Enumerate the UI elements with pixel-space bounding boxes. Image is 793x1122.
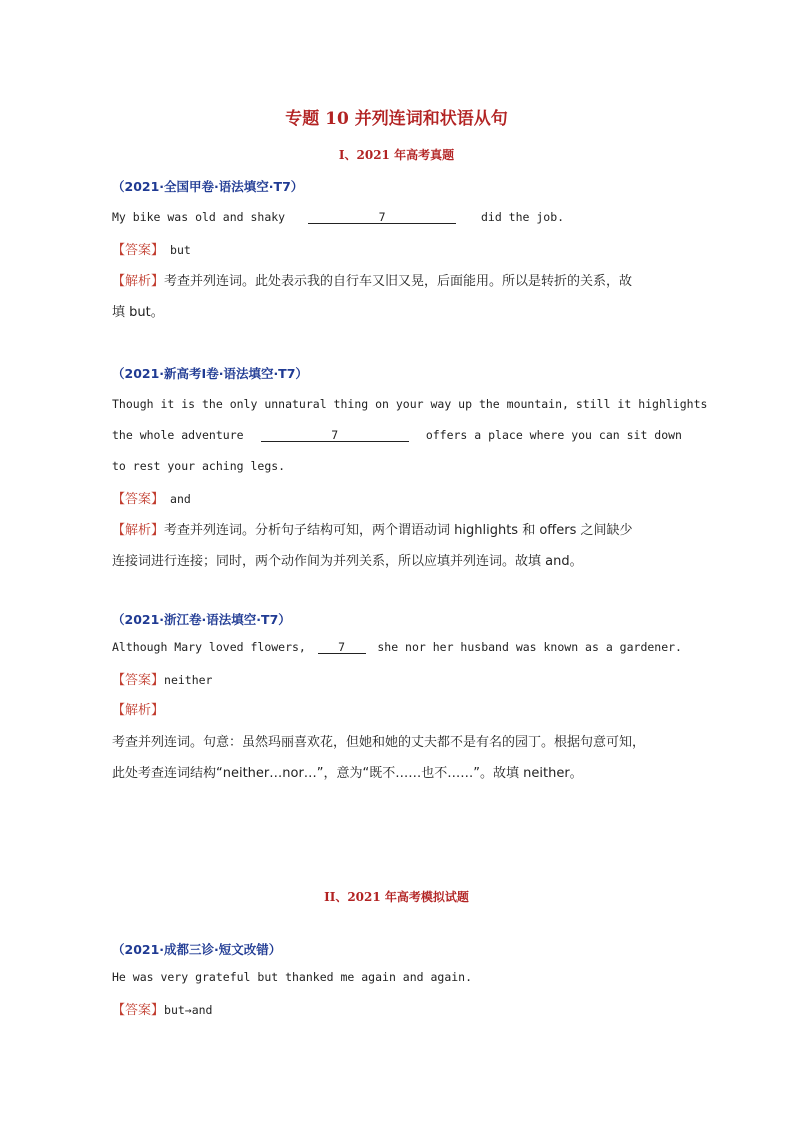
analysis-text: 此处考查连词结构“neither…nor…”，意为“既不……也不……”。故填 neither。: [112, 766, 583, 781]
sentence-part: offers a place where you can sit down: [425, 428, 682, 442]
analysis-text: 考查并列连词。此处表示我的自行车又旧又晃，后面能用。所以是转折的关系，故: [164, 274, 633, 289]
answer-blank: 7: [308, 211, 456, 224]
analysis-text: 考查并列连词。分析句子结构可知，两个谓语动词 highlights 和 offers 之间缺少: [164, 523, 633, 538]
question-text: [112, 428, 682, 442]
question-text: [112, 640, 682, 654]
sentence-part: did the job.: [480, 210, 565, 224]
analysis-text: 连接词进行连接；同时，两个动作间为并列关系，所以应填并列连词。故填 and。: [112, 554, 583, 569]
analysis-text: 考查并列连词。句意：虽然玛丽喜欢花，但她和她的丈夫都不是有名的园丁。根据句意可知，: [112, 735, 646, 750]
sentence-part: the whole adventure: [112, 428, 244, 442]
analysis-label: 【解析】: [112, 274, 165, 289]
page-title: 专题 10 并列连词和状语从句: [285, 109, 508, 129]
analysis-text: 填 but。: [112, 305, 164, 320]
answer-row: [112, 488, 191, 507]
answer-blank: 7: [318, 641, 366, 654]
analysis-row: [112, 519, 633, 538]
question-text: He was very grateful but thanked me again and again.: [112, 970, 473, 984]
answer-label: 【答案】: [112, 1003, 165, 1018]
analysis-row: [112, 270, 632, 289]
answer-blank: 7: [261, 429, 409, 442]
answer-row: [112, 669, 212, 688]
question-source: （2021·成都三诊·短文改错）: [112, 942, 282, 957]
question-text: to rest your aching legs.: [112, 459, 286, 473]
answer-row: [112, 239, 191, 258]
answer-label: 【答案】: [112, 492, 165, 507]
answer-value: and: [170, 492, 191, 506]
question-source: （2021·新高考Ⅰ卷·语法填空·T7）: [112, 366, 308, 381]
answer-value: neither: [164, 673, 213, 687]
answer-value: but: [170, 243, 191, 257]
question-text: [112, 210, 564, 224]
question-source: （2021·浙江卷·语法填空·T7）: [112, 612, 291, 627]
sentence-part: Although Mary loved flowers,: [112, 640, 306, 654]
answer-label: 【答案】: [112, 673, 165, 688]
answer-value: but→and: [164, 1003, 213, 1017]
question-source: （2021·全国甲卷·语法填空·T7）: [112, 179, 304, 194]
answer-row: [112, 999, 212, 1018]
analysis-label: 【解析】: [112, 523, 165, 538]
sentence-part: she nor her husband was known as a gardener.: [377, 640, 682, 654]
section-heading-real-exams: I、2021 年高考真题: [338, 148, 455, 162]
section-heading-mock-exams: II、2021 年高考模拟试题: [324, 890, 469, 904]
analysis-label: 【解析】: [112, 703, 165, 718]
question-text: Though it is the only unnatural thing on your way up the mountain, still it highlights: [112, 397, 708, 411]
answer-label: 【答案】: [112, 243, 165, 258]
sentence-part: My bike was old and shaky: [112, 210, 286, 224]
